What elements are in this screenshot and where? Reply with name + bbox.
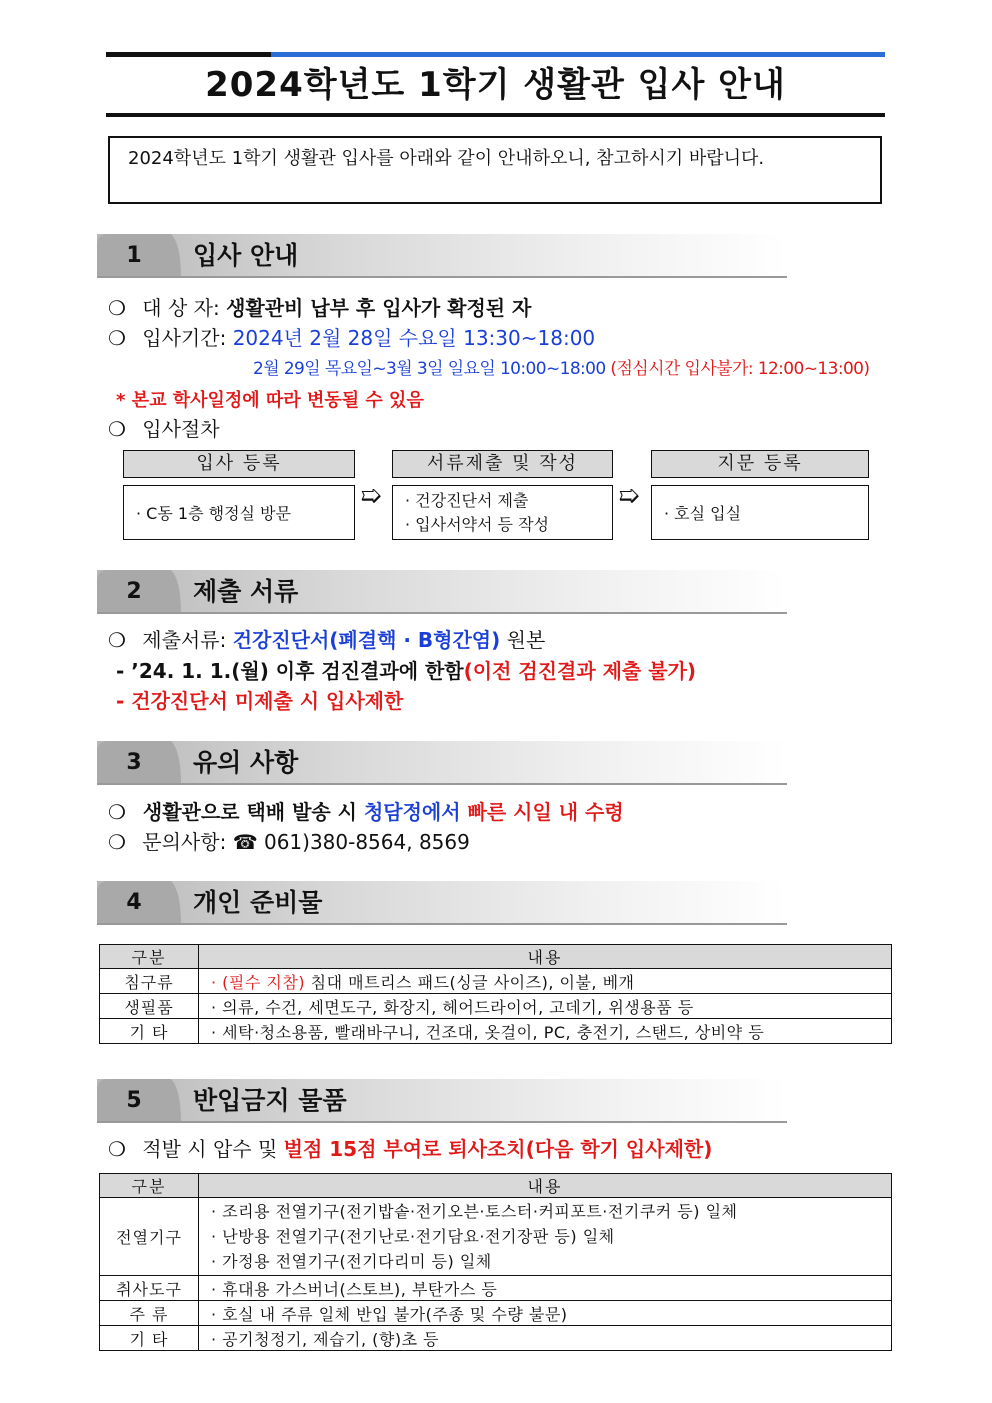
schedule-notice: * 본교 학사일정에 따라 변동될 수 있음 (116, 390, 424, 411)
circle-bullet-icon: ❍ (108, 296, 126, 320)
phone-icon: ☎ (232, 830, 258, 854)
row-line: · 가정용 전열기구(전기다리미 등) 일체 (211, 1252, 492, 1271)
table-row (100, 1198, 892, 1276)
section-title: 유의 사항 (193, 748, 299, 777)
row-line: · 조리용 전열기구(전기밥솥·전기오븐·토스터·커피포트·전기쿠커 등) 일체 (211, 1202, 738, 1221)
target-line (108, 293, 531, 323)
circle-bullet-icon: ❍ (108, 830, 126, 854)
table-header-row (100, 945, 892, 969)
row-category: 생필품 (100, 994, 199, 1019)
contact-line (108, 827, 470, 857)
prohibited-text: 적발 시 압수 및 (142, 1137, 278, 1161)
prohibited-table (99, 1173, 892, 1351)
period-value-1: 2024년 2월 28일 수요일 13:30~18:00 (232, 326, 596, 350)
row-category: 취사도구 (100, 1276, 199, 1301)
row-line: · 난방용 전열기구(전기난로·전기담요·전기장판 등) 일체 (211, 1227, 615, 1246)
flow-step-2-head: 서류제출 및 작성 (392, 450, 613, 478)
section-number: 1 (97, 234, 171, 278)
tab-corner-icon (171, 570, 189, 614)
supplies-table (99, 944, 892, 1044)
section-number: 5 (97, 1079, 171, 1123)
section-header-2 (97, 570, 787, 614)
flow-step-3-line: · 호실 입실 (664, 504, 742, 523)
flow-step-3-head: 지문 등록 (651, 450, 869, 478)
checkup-date-warning: (이전 검진결과 제출 불가) (463, 659, 696, 683)
title-top-rule (106, 52, 885, 57)
tab-corner-icon (171, 234, 189, 278)
section-number: 4 (97, 881, 171, 925)
table-row (100, 969, 892, 994)
parcel-deadline: 빠른 시일 내 수령 (467, 800, 624, 824)
section-title: 제출 서류 (193, 577, 299, 606)
table-header-row (100, 1174, 892, 1198)
docs-value: 건강진단서(폐결핵 · B형간염) (232, 628, 501, 652)
docs-line (108, 625, 545, 655)
circle-bullet-icon: ❍ (108, 417, 126, 441)
tab-corner-icon (171, 881, 189, 925)
parcel-line (108, 797, 624, 827)
title-bottom-rule (106, 113, 885, 117)
contact-label: 문의사항: (142, 830, 227, 854)
prohibited-notice (108, 1134, 712, 1164)
section-title: 입사 안내 (193, 241, 299, 270)
row-content: · 휴대용 가스버너(스토브), 부탄가스 등 (199, 1276, 892, 1301)
tab-corner-icon (171, 1079, 189, 1123)
flow-step-2-line-2: · 입사서약서 등 작성 (405, 514, 549, 534)
section-header-1 (97, 234, 787, 278)
section-title: 반입금지 물품 (193, 1086, 347, 1115)
contact-value: 061)380-8564, 8569 (263, 830, 470, 854)
table-row (100, 1276, 892, 1301)
circle-bullet-icon: ❍ (108, 800, 126, 824)
flow-step-1-line: · C동 1층 행정실 방문 (136, 504, 291, 523)
circle-bullet-icon: ❍ (108, 1137, 126, 1161)
section-title: 개인 준비물 (193, 888, 323, 917)
required-tag: · (필수 지참) (211, 972, 306, 992)
row-content: · 세탁·청소용품, 빨래바구니, 건조대, 옷걸이, PC, 충전기, 스탠드, 상비약 등 (199, 1019, 892, 1044)
period-line-2 (253, 354, 869, 384)
row-content: · 호실 내 주류 일체 반입 불가(주종 및 수량 불문) (199, 1301, 892, 1326)
row-content: · 의류, 수건, 세면도구, 화장지, 헤어드라이어, 고데기, 위생용품 등 (199, 994, 892, 1019)
circle-bullet-icon: ❍ (108, 628, 126, 652)
row-text: 침대 매트리스 패드(싱글 사이즈), 이불, 베개 (305, 972, 635, 992)
checkup-date-rule: - ’24. 1. 1.(월) 이후 검진결과에 한함 (116, 659, 464, 683)
header-category: 구분 (100, 1174, 199, 1198)
header-content: 내용 (199, 1174, 892, 1198)
row-category: 기 타 (100, 1019, 199, 1044)
header-category: 구분 (100, 945, 199, 969)
section-header-4 (97, 881, 787, 925)
row-content (199, 1198, 892, 1276)
circle-bullet-icon: ❍ (108, 326, 126, 350)
row-category: 침구류 (100, 969, 199, 994)
page-title: 2024학년도 1학기 생활관 입사 안내 (205, 65, 786, 105)
docs-suffix: 원본 (506, 628, 546, 652)
flow-step-3-body (651, 485, 869, 540)
target-label: 대 상 자: (142, 296, 220, 320)
row-content (199, 969, 892, 994)
right-arrow-icon: ➯ (360, 481, 382, 511)
docs-label: 제출서류: (142, 628, 227, 652)
period-label: 입사기간: (142, 326, 227, 350)
flow-step-1-body (123, 485, 355, 540)
period-value-2: 2월 29일 목요일~3월 3일 일요일 10:00~18:00 (253, 359, 606, 379)
procedure-label: 입사절차 (142, 417, 220, 441)
row-category: 주 류 (100, 1301, 199, 1326)
period-line (108, 323, 595, 353)
flow-step-2-body (392, 485, 613, 540)
intro-box: 2024학년도 1학기 생활관 입사를 아래와 같이 안내하오니, 참고하시기 바랍니다. (108, 136, 882, 204)
parcel-location: 청담정에서 (363, 800, 461, 824)
penalty-text: 벌점 15점 부여로 퇴사조치(다음 학기 입사제한) (283, 1137, 713, 1161)
row-category: 전열기구 (100, 1198, 199, 1276)
section-header-3 (97, 741, 787, 785)
flow-step-1-head: 입사 등록 (123, 450, 355, 478)
target-value: 생활관비 납부 후 입사가 확정된 자 (226, 296, 532, 320)
section-number: 3 (97, 741, 171, 785)
checkup-date-line (116, 656, 696, 686)
right-arrow-icon: ➯ (618, 481, 640, 511)
table-row (100, 994, 892, 1019)
flow-step-2-line-1: · 건강진단서 제출 (405, 490, 529, 510)
section-header-5 (97, 1079, 787, 1123)
period-note: (점심시간 입사불가: 12:00~13:00) (610, 359, 870, 379)
tab-corner-icon (171, 741, 189, 785)
table-row (100, 1326, 892, 1351)
row-category: 기 타 (100, 1326, 199, 1351)
procedure-line (108, 414, 220, 444)
table-row (100, 1301, 892, 1326)
parcel-text: 생활관으로 택배 발송 시 (142, 800, 357, 824)
row-content: · 공기청정기, 제습기, (향)초 등 (199, 1326, 892, 1351)
section-number: 2 (97, 570, 171, 614)
header-content: 내용 (199, 945, 892, 969)
missing-doc-warning: - 건강진단서 미제출 시 입사제한 (116, 689, 404, 713)
table-row (100, 1019, 892, 1044)
